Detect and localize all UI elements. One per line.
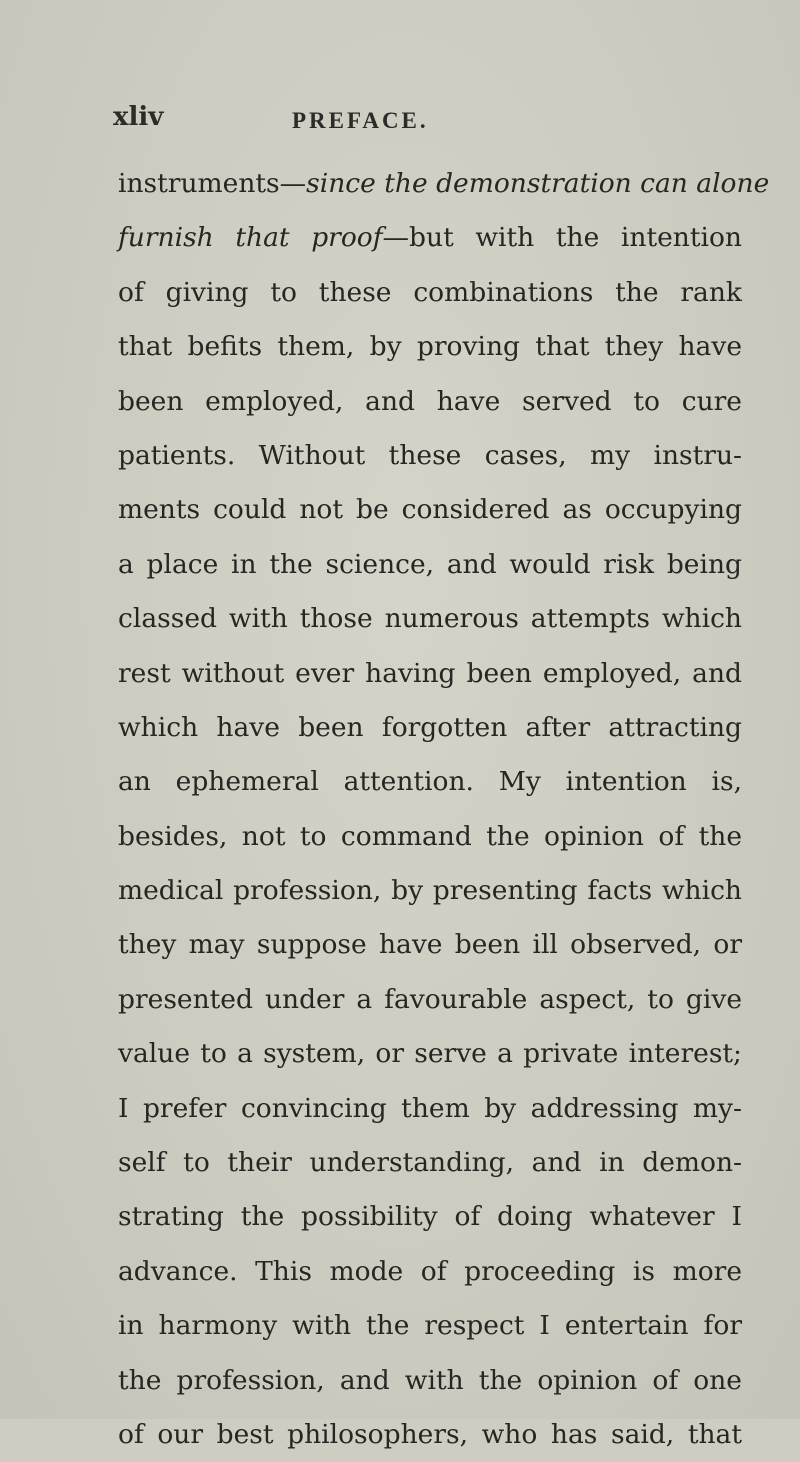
italic-text: since the demonstration can alone	[306, 168, 770, 199]
text-run: medical profession, by presenting facts which	[118, 875, 742, 907]
body-text	[118, 157, 770, 1462]
text-line	[118, 592, 742, 646]
text-run: classed with those numerous attempts which	[118, 603, 742, 635]
text-line	[118, 320, 742, 374]
text-line	[118, 755, 742, 809]
text-run: advance. This mode of proceeding is more	[118, 1255, 742, 1287]
text-run: self to their understanding, and in demon-	[118, 1147, 742, 1179]
text-run: of giving to these combinations the rank	[118, 276, 742, 308]
text-line	[118, 647, 742, 701]
text-line	[118, 429, 742, 483]
text-run: ments could not be considered as occupying	[118, 494, 742, 526]
text-line	[118, 973, 742, 1027]
text-run: rest without ever having been employed, and	[118, 657, 742, 689]
text-line	[118, 1245, 742, 1299]
text-run: an ephemeral attention. My intention is,	[118, 766, 742, 798]
text-line	[118, 483, 742, 537]
text-run: the profession, and with the opinion of one	[118, 1364, 742, 1396]
text-run: of our best philosophers, who has said, that	[118, 1418, 742, 1450]
text-line	[118, 918, 742, 972]
text-line	[118, 701, 742, 755]
text-line	[118, 1354, 742, 1408]
text-line	[118, 1408, 742, 1462]
text-run: instruments—	[118, 168, 307, 199]
text-line	[118, 810, 742, 864]
page-number: xliv	[113, 102, 164, 132]
text-line	[118, 864, 742, 918]
text-run: —but with the intention	[382, 222, 742, 254]
italic-text: furnish that proof	[118, 222, 383, 254]
text-line	[118, 375, 742, 429]
running-title: PREFACE.	[292, 108, 429, 133]
text-line	[118, 1027, 742, 1081]
text-line	[118, 538, 742, 592]
text-run: strating the possibility of doing whatever I	[118, 1201, 742, 1233]
text-line	[118, 1299, 742, 1353]
text-run: that befits them, by proving that they have	[118, 331, 742, 363]
text-run: which have been forgotten after attracting	[118, 711, 742, 743]
text-line	[118, 211, 742, 265]
text-run: patients. Without these cases, my instru-	[118, 439, 742, 471]
text-run: in harmony with the respect I entertain for	[118, 1310, 742, 1342]
text-run: they may suppose have been ill observed, or	[118, 929, 742, 961]
text-run: besides, not to command the opinion of the	[118, 820, 742, 852]
text-run: presented under a favourable aspect, to give	[118, 983, 742, 1015]
text-run: I prefer convincing them by addressing my-	[118, 1092, 742, 1124]
text-run: been employed, and have served to cure	[118, 385, 742, 417]
text-line	[118, 157, 770, 211]
text-line	[118, 1082, 742, 1136]
text-run: a place in the science, and would risk being	[118, 548, 742, 580]
text-run: value to a system, or serve a private interest;	[118, 1038, 742, 1070]
text-line	[118, 1136, 742, 1190]
text-line	[118, 266, 742, 320]
text-line	[118, 1190, 742, 1244]
